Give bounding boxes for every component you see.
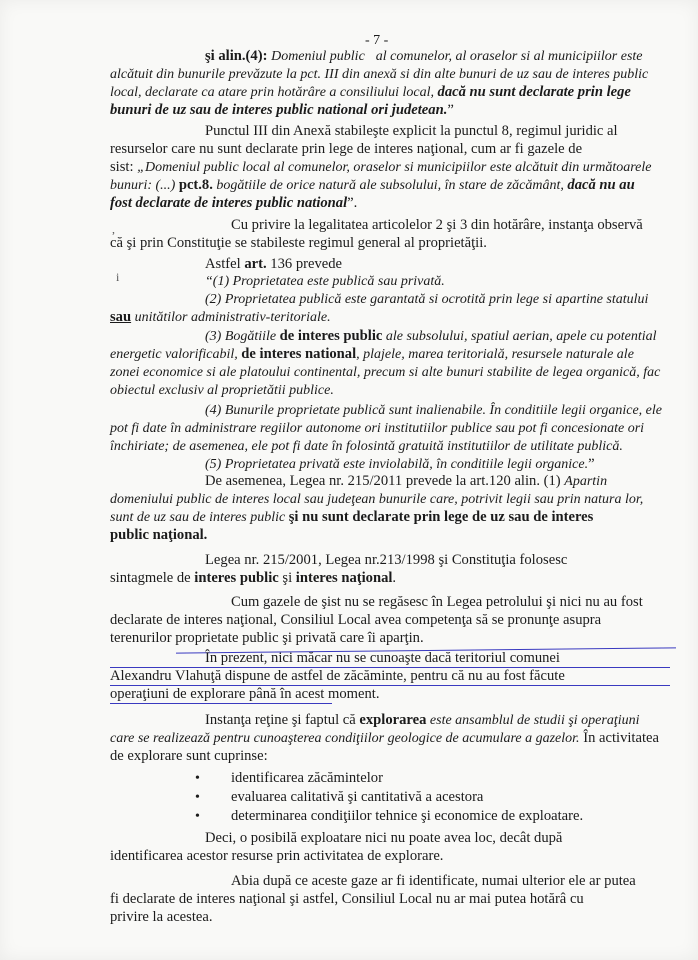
text-line: şi alin.(4): Domeniul public al comunelor, al oraselor si al municipiilor este	[205, 48, 643, 64]
text-line: Legea nr. 215/2001, Legea nr.213/1998 şi Constituţia folosesc	[205, 552, 568, 568]
text-line: Alexandru Vlahuţă dispune de astfel de zăcăminte, pentru că nu au fost făcute	[110, 668, 565, 684]
text-line: terenurilor proprietate public şi privată care îi aparţin.	[110, 630, 424, 646]
text-line: “(1) Proprietatea este publică sau privată.	[205, 274, 445, 289]
text-line: Punctul III din Anexă stabileşte explicit la punctul 8, regimul juridic al	[205, 123, 618, 139]
text-line: de explorare sunt cuprinse:	[110, 748, 268, 764]
bullet-icon: •	[195, 771, 200, 786]
text-line: local, declarate ca atare prin hotărâre a consiliului local, dacă nu sunt declarate prin lege	[110, 84, 631, 100]
margin-mark: i	[116, 270, 120, 284]
text-line: sunt de uz sau de interes public şi nu sunt declarate prin lege de uz sau de interes	[110, 509, 594, 525]
text-line: sintagmele de interes public şi interes naţional.	[110, 570, 397, 586]
list-item: evaluarea calitativă şi cantitativă a acestora	[231, 789, 484, 805]
text-line: sist: „Domeniul public local al comunelor, oraselor si municipiilor este alcătuit din următoarele	[110, 159, 652, 175]
margin-mark: ,	[112, 222, 115, 236]
text-line: resurselor care nu sunt declarate prin lege de interes naţional, cum ar fi gazele de	[110, 141, 583, 157]
text-line: închiriate; de asemenea, ele pot fi date în folosintă gratuită institutiilor de utilitate publică.	[110, 439, 623, 454]
text-line: domeniului public de interes local sau judeţean bunurile care, potrivit legii sau prin natura lor,	[110, 492, 644, 507]
text-line: bunuri de uz sau de interes public national ori judetean.”	[110, 102, 454, 118]
text-line: sau unitătilor administrativ-teritoriale.	[110, 309, 331, 325]
text-line: De asemenea, Legea nr. 215/2011 prevede la art.120 alin. (1) Apartin	[205, 473, 608, 489]
text-line: bunuri: (...) pct.8. bogătiile de orice natură ale subsolului, în stare de zăcământ, dacă nu au	[110, 177, 635, 193]
text-line: Cum gazele de şist nu se regăsesc în Legea petrolului şi nici nu au fost	[231, 594, 643, 610]
text-line: fi declarate de interes naţional şi astfel, Consiliul Local nu ar mai putea hotărâ cu	[110, 891, 584, 907]
text-line: (5) Proprietatea privată este inviolabilă, în conditiile legii organice.”	[205, 456, 595, 472]
text-line: privire la acestea.	[110, 909, 213, 925]
text-line: fost declarate de interes public national”.	[110, 195, 358, 211]
text-line: Deci, o posibilă exploatare nici nu poate avea loc, decât după	[205, 830, 563, 846]
text-line: (3) Bogătiile de interes public ale subsolului, spatiul aerian, apele cu potential	[205, 328, 657, 344]
text-line: care se realizează pentru cunoaşterea condiţiilor geologice de acumulare a gazelor. În activitatea	[110, 730, 659, 746]
text-line: Astfel art. 136 prevede	[205, 256, 342, 272]
text-line: zonei economice si ale platoului continental, precum si alte bunuri stabilite de legea organică, fac	[110, 365, 661, 380]
text-line: alcătuit din bunurile prevăzute la pct. III din anexă si din alte bunuri de uz sau de interes public	[110, 67, 649, 82]
bullet-icon: •	[195, 809, 200, 824]
bullet-icon: •	[195, 790, 200, 805]
text-line: (2) Proprietatea publică este garantată si ocrotită prin lege si apartine statului	[205, 292, 649, 307]
text-line: că şi prin Constituţie se stabileste regimul general al proprietăţii.	[110, 235, 487, 251]
text-line: Abia după ce aceste gaze ar fi identificate, numai ulterior ele ar putea	[231, 873, 636, 889]
list-item: determinarea condiţiilor tehnice şi economice de exploatare.	[231, 808, 584, 824]
text-line: public naţional.	[110, 527, 208, 543]
text-line: obiectul exclusiv al proprietătii publice.	[110, 383, 334, 398]
text-line: declarate de interes naţional, Consiliul Local avea competenţa să se pronunţe asupra	[110, 612, 602, 628]
text-line: Cu privire la legalitatea articolelor 2 şi 3 din hotărâre, instanţa observă	[231, 217, 643, 233]
text-line: Instanţa reţine şi faptul că explorarea este ansamblul de studii şi operaţiuni	[205, 712, 640, 728]
text-line: energetic valorificabil, de interes national, plajele, marea teritorială, resursele naturale ale	[110, 346, 634, 362]
list-item: identificarea zăcămintelor	[231, 770, 383, 786]
text-line: operaţiuni de explorare până în acest moment.	[110, 686, 380, 702]
pen-underline	[110, 703, 332, 704]
text-line: (4) Bunurile proprietate publică sunt inalienabile. În conditiile legii organice, ele	[205, 403, 662, 418]
text-line: pot fi date în administrare regiilor autonome ori institutiilor publice sau pot fi concesionate ori	[110, 421, 645, 436]
text-line: identificarea acestor resurse prin activitatea de explorare.	[110, 848, 444, 864]
page-number: - 7 -	[365, 33, 389, 48]
text-line: În prezent, nici măcar nu se cunoaşte dacă teritoriul comunei	[205, 650, 560, 666]
